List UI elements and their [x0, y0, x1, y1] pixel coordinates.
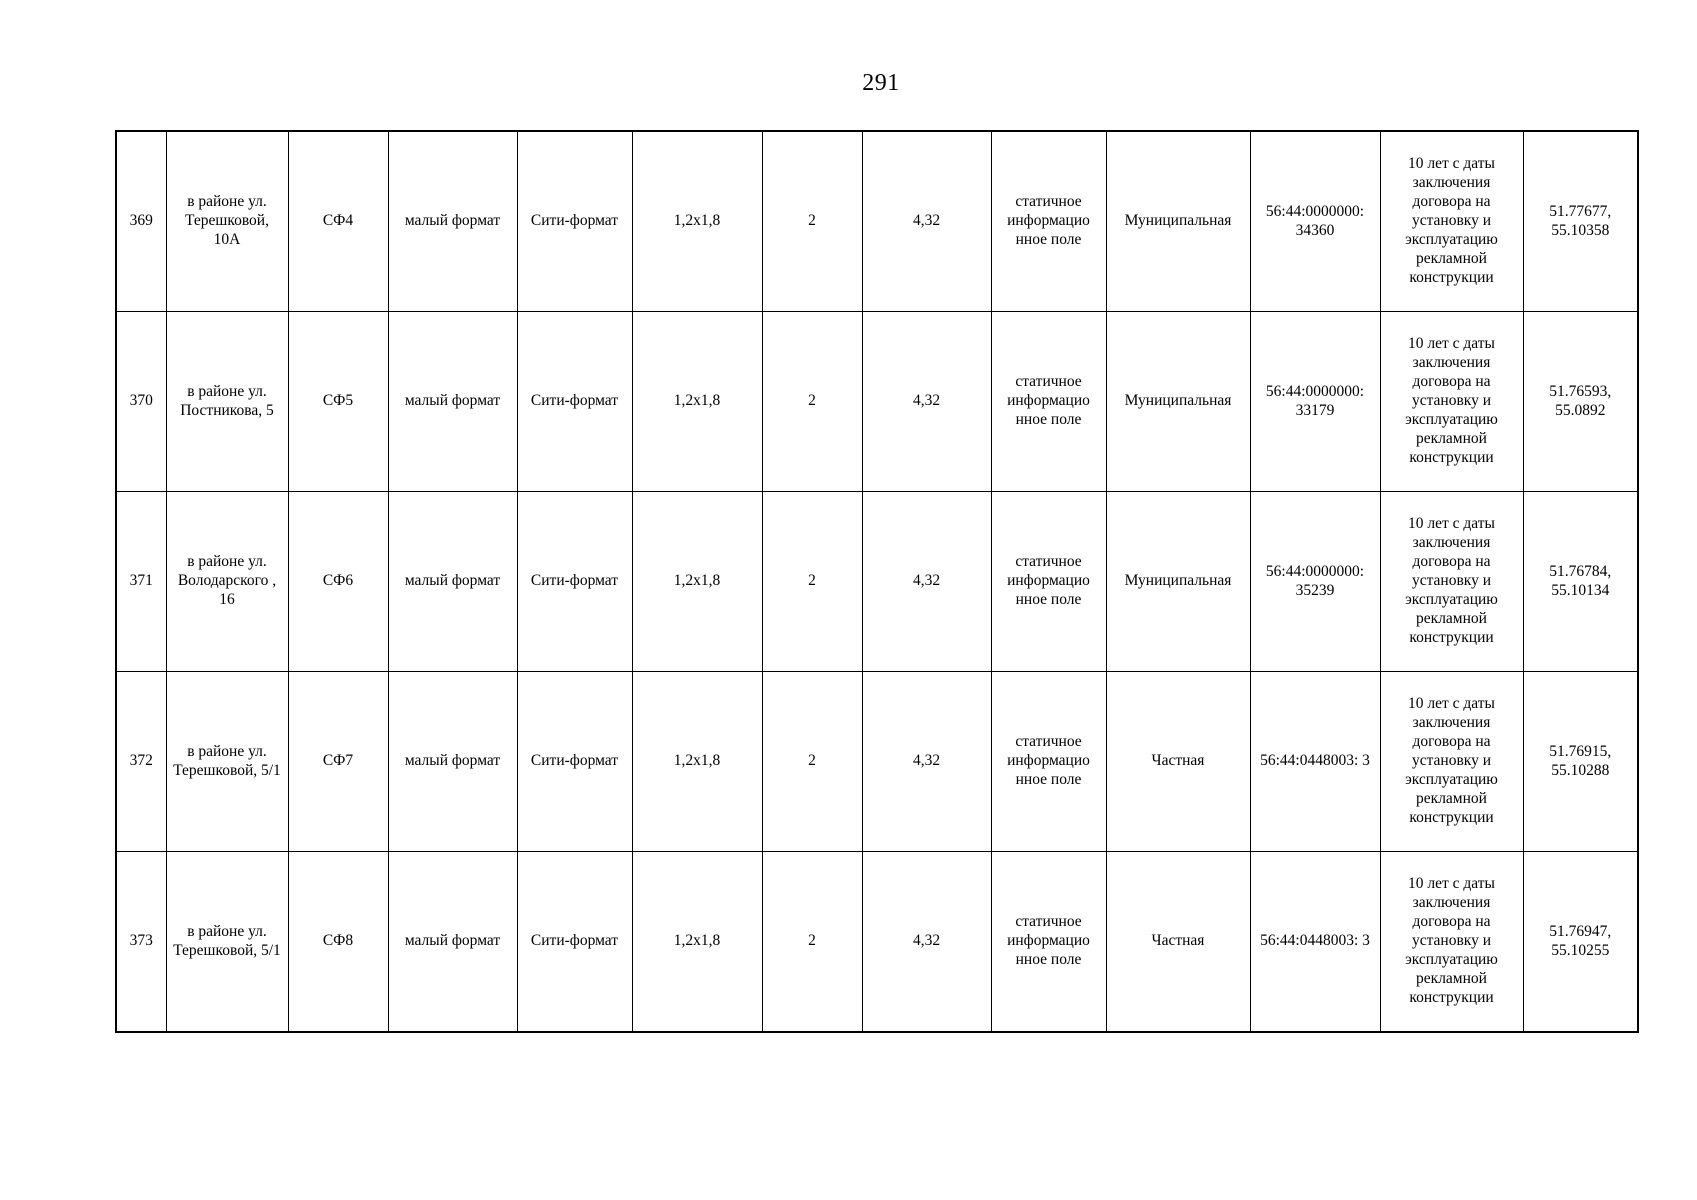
table-row	[116, 312, 1638, 492]
cell-format: малый формат	[388, 672, 517, 852]
cell-sides: 2	[762, 672, 862, 852]
cell-size: 1,2х1,8	[632, 131, 762, 312]
cell-address: в районе ул. Володарского , 16	[166, 492, 288, 672]
cell-field: статичное информацио нное поле	[991, 672, 1106, 852]
cell-number: 373	[116, 852, 166, 1033]
cell-area: 4,32	[862, 131, 991, 312]
cell-address: в районе ул. Терешковой, 10А	[166, 131, 288, 312]
page-number: 291	[862, 70, 900, 96]
cell-area: 4,32	[862, 852, 991, 1033]
cell-field: статичное информацио нное поле	[991, 312, 1106, 492]
cell-size: 1,2х1,8	[632, 312, 762, 492]
table-row	[116, 672, 1638, 852]
cell-code: СФ5	[288, 312, 388, 492]
cell-code: СФ6	[288, 492, 388, 672]
cell-field: статичное информацио нное поле	[991, 131, 1106, 312]
cell-sides: 2	[762, 492, 862, 672]
cell-area: 4,32	[862, 312, 991, 492]
cell-coordinates: 51.76593, 55.0892	[1523, 312, 1638, 492]
cell-field: статичное информацио нное поле	[991, 852, 1106, 1033]
cell-term: 10 лет с даты заключения договора на установку и эксплуатацию рекламной конструкции	[1380, 492, 1523, 672]
cell-coordinates: 51.77677, 55.10358	[1523, 131, 1638, 312]
cell-size: 1,2х1,8	[632, 672, 762, 852]
cell-number: 370	[116, 312, 166, 492]
cell-sides: 2	[762, 852, 862, 1033]
cell-number: 369	[116, 131, 166, 312]
cell-format: малый формат	[388, 131, 517, 312]
cell-cadastral: 56:44:0000000: 34360	[1250, 131, 1380, 312]
advertising-structures-table	[115, 130, 1639, 1033]
cell-term: 10 лет с даты заключения договора на установку и эксплуатацию рекламной конструкции	[1380, 672, 1523, 852]
cell-format: малый формат	[388, 492, 517, 672]
cell-field: статичное информацио нное поле	[991, 492, 1106, 672]
cell-code: СФ4	[288, 131, 388, 312]
table-row	[116, 131, 1638, 312]
cell-coordinates: 51.76915, 55.10288	[1523, 672, 1638, 852]
table-row	[116, 852, 1638, 1033]
cell-address: в районе ул. Терешковой, 5/1	[166, 852, 288, 1033]
cell-type: Сити-формат	[517, 852, 632, 1033]
cell-term: 10 лет с даты заключения договора на установку и эксплуатацию рекламной конструкции	[1380, 131, 1523, 312]
cell-format: малый формат	[388, 312, 517, 492]
cell-cadastral: 56:44:0448003: 3	[1250, 852, 1380, 1033]
cell-type: Сити-формат	[517, 312, 632, 492]
cell-area: 4,32	[862, 492, 991, 672]
cell-number: 372	[116, 672, 166, 852]
cell-ownership: Частная	[1106, 672, 1250, 852]
cell-size: 1,2х1,8	[632, 852, 762, 1033]
cell-sides: 2	[762, 312, 862, 492]
cell-type: Сити-формат	[517, 672, 632, 852]
cell-ownership: Муниципальная	[1106, 492, 1250, 672]
cell-cadastral: 56:44:0000000: 35239	[1250, 492, 1380, 672]
cell-ownership: Частная	[1106, 852, 1250, 1033]
cell-term: 10 лет с даты заключения договора на установку и эксплуатацию рекламной конструкции	[1380, 312, 1523, 492]
table-row	[116, 492, 1638, 672]
cell-type: Сити-формат	[517, 131, 632, 312]
cell-term: 10 лет с даты заключения договора на установку и эксплуатацию рекламной конструкции	[1380, 852, 1523, 1033]
cell-format: малый формат	[388, 852, 517, 1033]
cell-ownership: Муниципальная	[1106, 131, 1250, 312]
cell-cadastral: 56:44:0448003: 3	[1250, 672, 1380, 852]
cell-code: СФ8	[288, 852, 388, 1033]
cell-coordinates: 51.76947, 55.10255	[1523, 852, 1638, 1033]
cell-sides: 2	[762, 131, 862, 312]
cell-type: Сити-формат	[517, 492, 632, 672]
cell-address: в районе ул. Терешковой, 5/1	[166, 672, 288, 852]
cell-coordinates: 51.76784, 55.10134	[1523, 492, 1638, 672]
cell-number: 371	[116, 492, 166, 672]
cell-cadastral: 56:44:0000000: 33179	[1250, 312, 1380, 492]
cell-area: 4,32	[862, 672, 991, 852]
cell-code: СФ7	[288, 672, 388, 852]
cell-address: в районе ул. Постникова, 5	[166, 312, 288, 492]
cell-size: 1,2х1,8	[632, 492, 762, 672]
cell-ownership: Муниципальная	[1106, 312, 1250, 492]
